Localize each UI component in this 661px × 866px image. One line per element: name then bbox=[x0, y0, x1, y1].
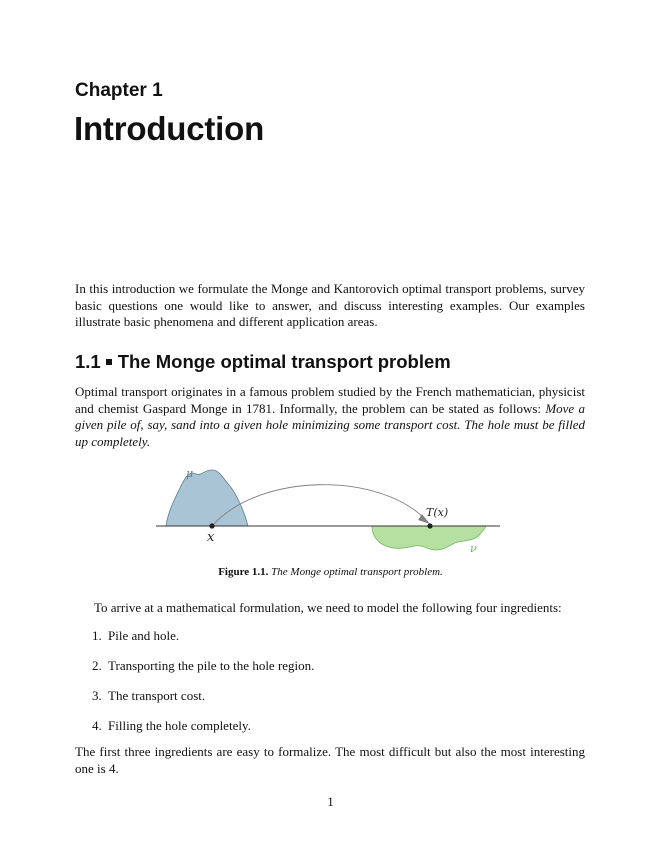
intro-paragraph: In this introduction we formulate the Monge and Kantorovich optimal transport problems, survey basic questions one would like to answer, and discuss interesting examples. Our examples illustrate basic phenomena and different application areas. bbox=[75, 281, 585, 330]
list-item-number: 3. bbox=[92, 688, 102, 703]
list-item-number: 4. bbox=[92, 718, 102, 733]
list-item bbox=[92, 628, 179, 644]
figure-caption-text: The Monge optimal transport problem. bbox=[271, 566, 443, 578]
list-item-number: 2. bbox=[92, 658, 102, 673]
figure-caption bbox=[0, 566, 661, 578]
list-item-text: The transport cost. bbox=[108, 688, 206, 703]
hole-nu-shape bbox=[372, 526, 486, 550]
list-item-text: Pile and hole. bbox=[108, 628, 180, 643]
tx-label: T(x) bbox=[426, 506, 449, 519]
chapter-label: Chapter 1 bbox=[75, 80, 163, 101]
list-item bbox=[92, 658, 314, 674]
point-tx bbox=[427, 523, 432, 528]
section-number: 1.1 bbox=[75, 351, 101, 372]
nu-label: ν bbox=[470, 542, 477, 555]
point-x bbox=[209, 523, 214, 528]
monge-figure bbox=[150, 462, 510, 562]
list-item-text: Transporting the pile to the hole region. bbox=[108, 658, 315, 673]
paragraph-monge-emphasis: Move a given pile of, say, sand into a given hole minimizing some transport cost. The hole must be filled up completely. bbox=[75, 400, 585, 449]
x-label: x bbox=[207, 530, 215, 545]
paragraph-ingredients: To arrive at a mathematical formulation, we need to model the following four ingredients: bbox=[94, 600, 562, 615]
mu-label: μ bbox=[186, 467, 194, 480]
list-item-number: 1. bbox=[92, 628, 102, 643]
paragraph-monge-text: Optimal transport originates in a famous problem studied by the French mathematician, physicist and chemist Gaspard Monge in 1781. Informally, the problem can be stated as follows: bbox=[75, 384, 585, 416]
section-title: The Monge optimal transport problem bbox=[117, 351, 451, 372]
section-bullet bbox=[106, 359, 112, 365]
chapter-title: Introduction bbox=[74, 110, 265, 147]
list-item-text: Filling the hole completely. bbox=[108, 718, 251, 733]
section-heading bbox=[75, 351, 451, 373]
list-item bbox=[92, 688, 205, 704]
page-number: 1 bbox=[327, 794, 334, 809]
paragraph-monge bbox=[75, 384, 585, 450]
figure-caption-label: Figure 1.1. bbox=[218, 566, 269, 578]
list-item bbox=[92, 718, 251, 734]
pile-mu-shape bbox=[166, 470, 248, 526]
paragraph-conclusion: The first three ingredients are easy to formalize. The most difficult but also the most interesting one is 4. bbox=[75, 744, 585, 776]
